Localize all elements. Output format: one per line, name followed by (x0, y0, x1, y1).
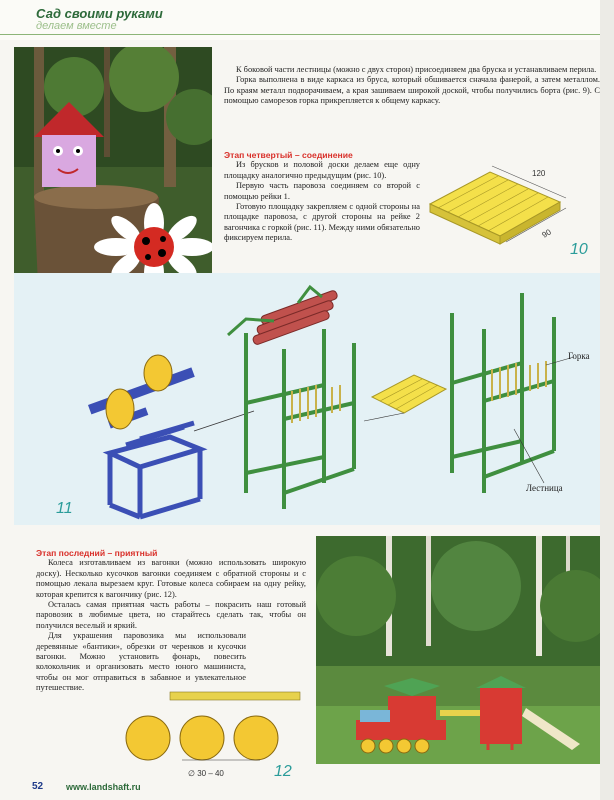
figure-12-wheels (120, 690, 320, 780)
wheel-diameter: ∅ 30 – 40 (188, 769, 224, 778)
final-paragraph-1: Колеса изготавливаем из вагонки (можно использовать широкую доску). Несколько кусочков вагонки соединяем с обратной стороны и с помощью лекала вырезаем круг. Готовые колеса собираем на одну рейку, которая крепится к вагончику (рис. 12). (36, 558, 306, 599)
figure-12-number: 12 (274, 763, 292, 780)
intro-paragraph-2: Горка выполнена в виде каркаса из бруса, который обшивается сначала фанерой, а затем металлом. По краям металл подворачиваем, а края зашиваем широкой доской, чтобы получились борта (рис. 9). С помощью саморезов горка прикрепляется к общему каркасу. (224, 75, 600, 106)
dimension-length: 120 (532, 169, 546, 178)
step4-paragraph-1: Из брусков и половой доски делаем еще одну площадку аналогично предыдущим (рис. 10). (224, 160, 420, 180)
header-divider (0, 34, 614, 35)
page-edge (600, 0, 614, 800)
dimension-width: 90 (540, 227, 553, 240)
step4-paragraph-2: Первую часть паровоза соединяем со второй с помощью рейки 1. (224, 181, 420, 201)
figure-11-diagram (14, 273, 600, 525)
step4-section (224, 150, 420, 244)
figure-11-number: 11 (56, 500, 73, 517)
step4-paragraph-3: Готовую площадку закрепляем с одной стороны на площадке паровоза, с другой стороны на рейке 2 вагончика с горкой (рис. 11). Между ними обязательно фиксируем перила. (224, 202, 420, 243)
final-paragraph-3: Для украшения паровозика мы использовали деревянные «бантики», обрезки от черенков и кусочки вагонки. Можно установить фонарь, повесить колокольчик и организовать место юного машиниста, чтобы он мог отправиться в забавное и увлекательное путешествие. (36, 631, 246, 693)
label-ladder: Лестница (526, 483, 563, 493)
final-paragraph-2: Осталась самая приятная часть работы – покрасить наш готовый паровозик в любимые цвета, но старайтесь сделать так, чтобы он получился веселый и яркий. (36, 600, 306, 630)
final-step-title: Этап последний – приятный (36, 548, 158, 558)
step4-title: Этап четвертый – соединение (224, 150, 353, 160)
final-step-section (36, 548, 306, 694)
page-footer (0, 770, 614, 800)
label-slide: Горка (568, 351, 590, 361)
intro-paragraph-1: К боковой части лестницы (можно с двух сторон) присоединяем два бруска и устанавливаем перила. (236, 65, 597, 74)
train-playground-photo (316, 536, 604, 764)
intro-text (224, 65, 600, 107)
section-title: Сад своими руками (36, 6, 163, 21)
figure-10-platform (420, 160, 600, 270)
page-number: 52 (32, 781, 44, 792)
section-subtitle: делаем вместе (36, 20, 117, 32)
figure-10-number: 10 (570, 241, 588, 258)
page-header (0, 0, 614, 40)
website-link[interactable]: www.landshaft.ru (66, 782, 141, 792)
